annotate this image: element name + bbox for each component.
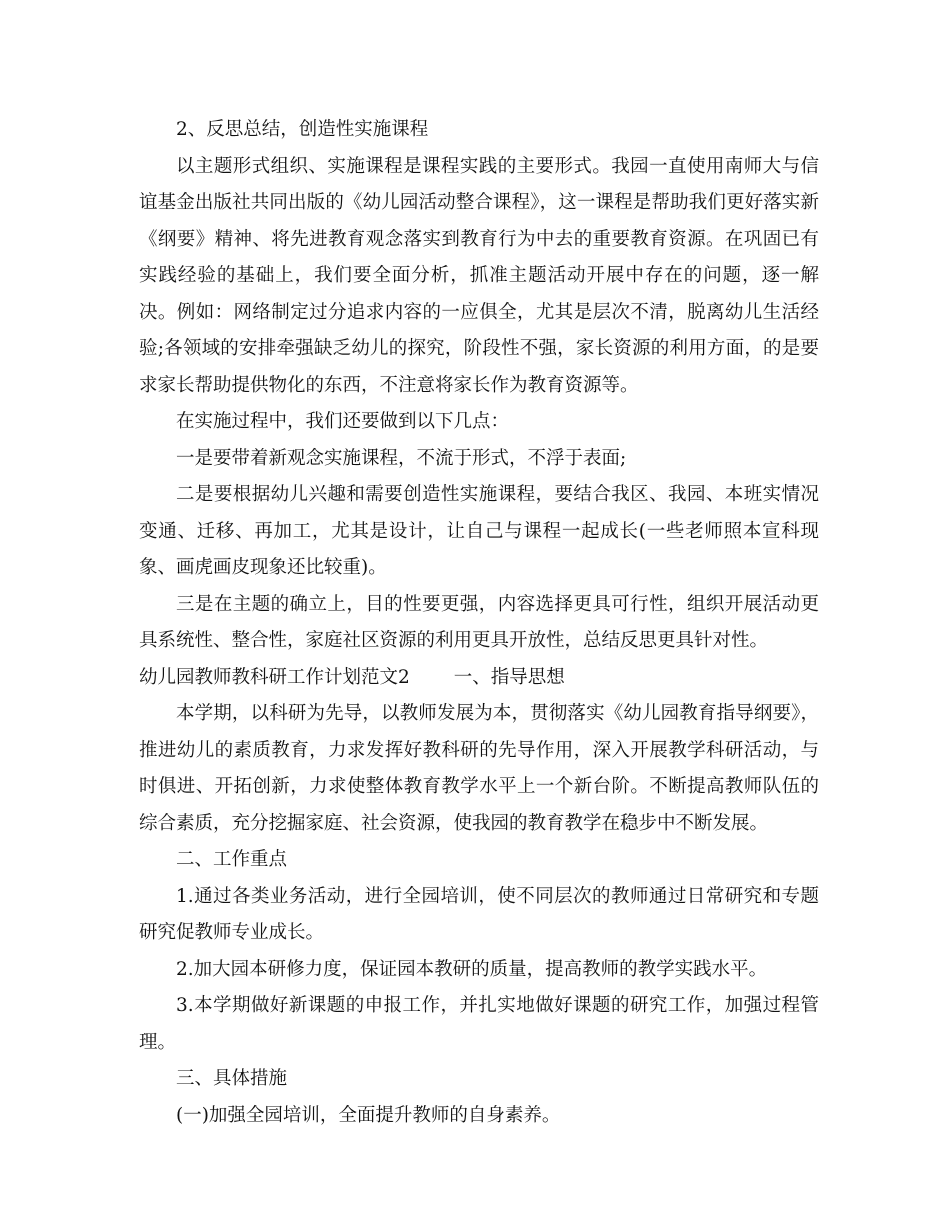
paragraph-guiding-thought: 本学期，以科研为先导，以教师发展为本，贯彻落实《幼儿园教育指导纲要》，推进幼儿的素质教育，力求发挥好教科研的先导作用，深入开展教学科研活动，与时俱进、开拓创新，力求使整体教育教学水平上一个新台阶。不断提高教师队伍的综合素质，充分挖掘家庭、社会资源，使我园的教育教学在稳步中不断发展。 [139,703,819,834]
section-subtitle: 一、指导思想 [453,666,565,688]
paragraph-point-one: 一是要带着新观念实施课程，不流于形式，不浮于表面; [176,447,627,469]
section-title: 幼儿园教师教科研工作计划范文2 [139,666,410,688]
paragraph-focus-item-1: 1.通过各类业务活动，进行全园培训，使不同层次的教师通过日常研究和专题研究促教师专业成长。 [139,885,819,943]
paragraph-curriculum-practice: 以主题形式组织、实施课程是课程实践的主要形式。我园一直使用南师大与信谊基金出版社共同出版的《幼儿园活动整合课程》，这一课程是帮助我们更好落实新《纲要》精神、将先进教育观念落实到教育行为中去的重要教育资源。在巩固已有实践经验的基础上，我们要全面分析，抓准主题活动开展中存在的问题，逐一解决。例如：网络制定过分追求内容的一应俱全，尤其是层次不清，脱离幼儿生活经验;各领域的安排牵强缺乏幼儿的探究，阶段性不强，家长资源的利用方面，的是要求家长帮助提供物化的东西，不注意将家长作为教育资源等。 [139,155,819,396]
paragraph-implementation-points: 在实施过程中，我们还要做到以下几点： [176,411,510,432]
section-heading-line [139,660,819,697]
paragraph-focus-item-3: 3.本学期做好新课题的申报工作，并扎实地做好课题的研究工作，加强过程管理。 [139,995,819,1053]
paragraph-point-two: 二是要根据幼儿兴趣和需要创造性实施课程，要结合我区、我园、本班实情况变通、迁移、再加工，尤其是设计，让自己与课程一起成长(一些老师照本宣科现象、画虎画皮现象还比较重)。 [139,484,819,578]
paragraph-measure-1: (一)加强全园培训，全面提升教师的自身素养。 [176,1104,561,1126]
paragraph-point-three: 三是在主题的确立上，目的性要更强，内容选择更具可行性，组织开展活动更具系统性、整合性，家庭社区资源的利用更具开放性，总结反思更具针对性。 [139,593,819,651]
paragraph-work-focus-heading: 二、工作重点 [176,849,288,870]
paragraph-reflection-heading: 2、反思总结，创造性实施课程 [176,119,429,140]
document-page [139,112,819,1134]
paragraph-focus-item-2: 2.加大园本研修力度，保证园本教研的质量，提高教师的教学实践水平。 [176,958,768,980]
paragraph-measures-heading: 三、具体措施 [176,1068,288,1089]
